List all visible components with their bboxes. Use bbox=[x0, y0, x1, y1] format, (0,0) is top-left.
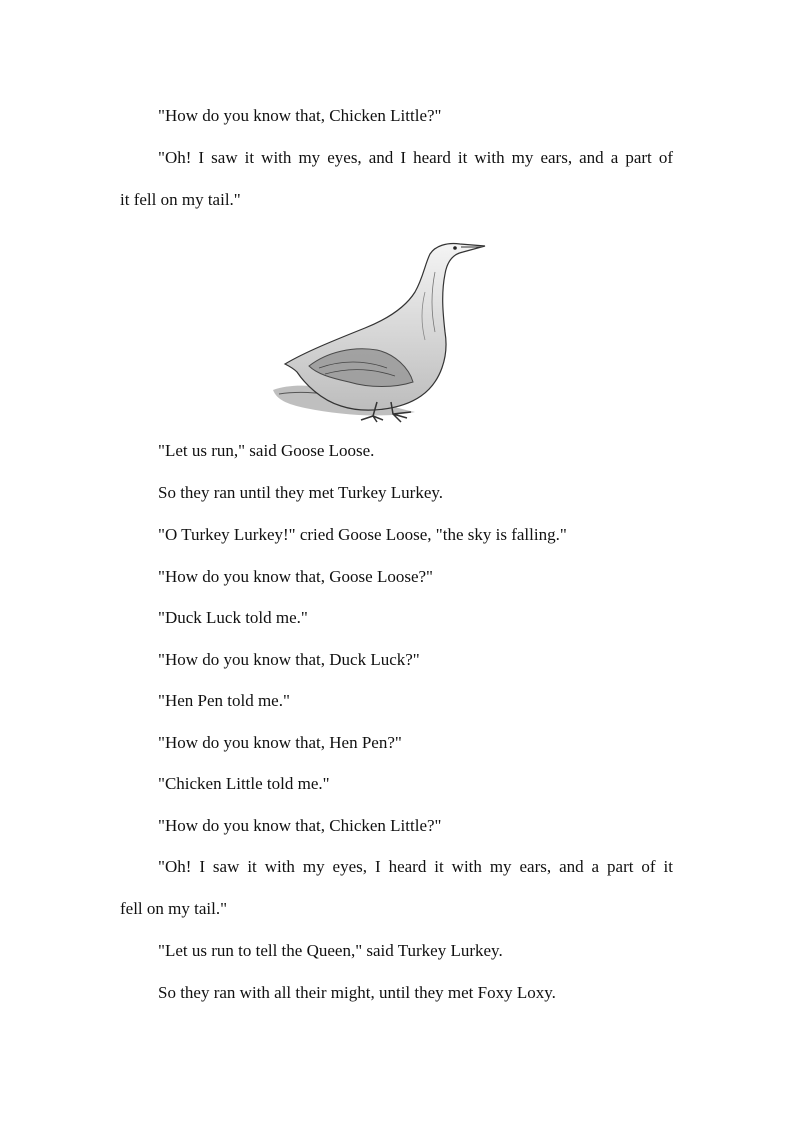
text-line: it fell on my tail." bbox=[120, 190, 241, 209]
goose-icon bbox=[265, 232, 490, 432]
text-line: "Hen Pen told me." bbox=[158, 691, 290, 710]
text-line: "Oh! I saw it with my eyes, I heard it with my ears, and a part of it bbox=[158, 857, 673, 876]
text-line: "O Turkey Lurkey!" cried Goose Loose, "the sky is falling." bbox=[158, 525, 567, 544]
text-line: So they ran until they met Turkey Lurkey. bbox=[158, 483, 444, 502]
text-line: "Let us run to tell the Queen," said Turkey Lurkey. bbox=[158, 941, 503, 960]
text-line: "How do you know that, Hen Pen?" bbox=[158, 733, 402, 752]
text-line: fell on my tail." bbox=[120, 899, 228, 918]
text-line: "Oh! I saw it with my eyes, and I heard it with my ears, and a part of bbox=[158, 148, 673, 167]
text-line: "How do you know that, Duck Luck?" bbox=[158, 650, 420, 669]
text-line: "Let us run," said Goose Loose. bbox=[158, 441, 375, 460]
text-line: So they ran with all their might, until they met Foxy Loxy. bbox=[158, 983, 556, 1002]
text-line: "How do you know that, Chicken Little?" bbox=[158, 106, 442, 125]
text-line: "How do you know that, Goose Loose?" bbox=[158, 567, 433, 586]
text-line: "How do you know that, Chicken Little?" bbox=[158, 816, 442, 835]
text-line: "Duck Luck told me." bbox=[158, 608, 308, 627]
text-line: "Chicken Little told me." bbox=[158, 774, 330, 793]
